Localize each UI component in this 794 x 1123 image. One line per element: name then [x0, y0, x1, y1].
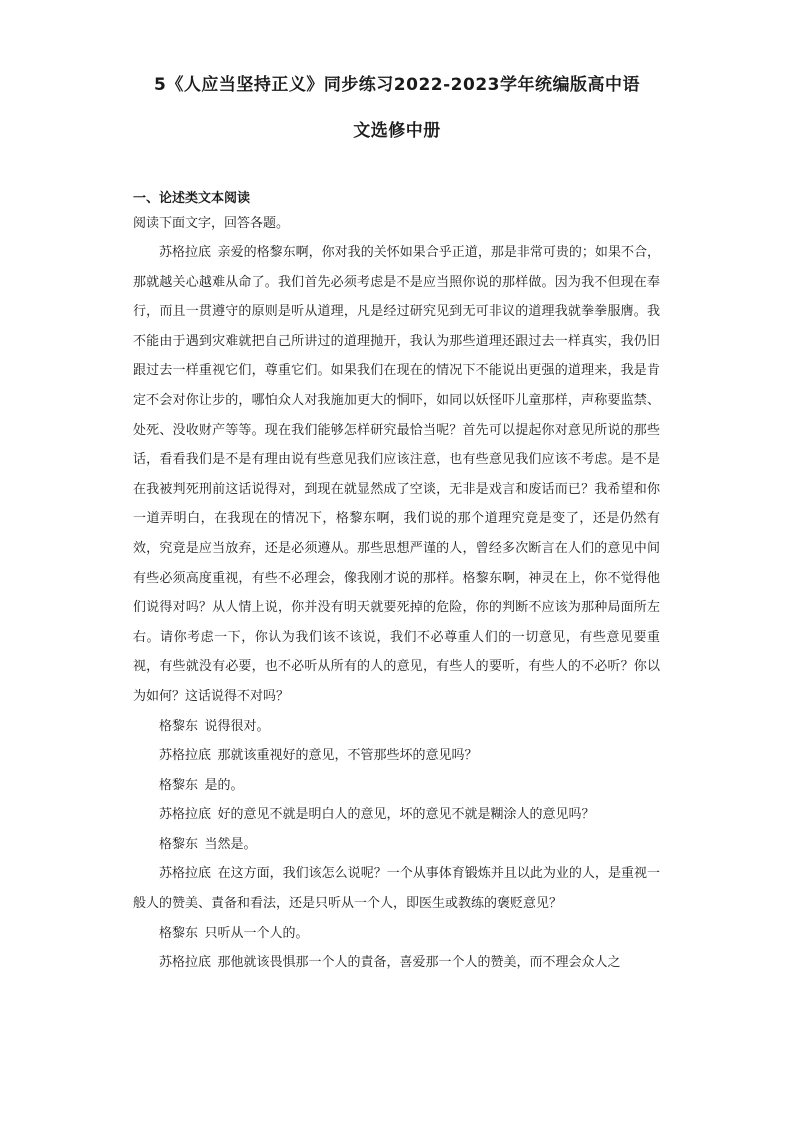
reading-instruction: 阅读下面文字，回答各题。: [133, 216, 290, 231]
section-heading: 一、论述类文本阅读: [133, 191, 251, 206]
speaker-label: 苏格拉底: [159, 955, 212, 971]
dialogue-paragraph: [133, 919, 660, 949]
dialogue-paragraph: [133, 830, 660, 860]
speaker-label: 格黎东: [159, 718, 199, 734]
speaker-label: 苏格拉底: [159, 245, 212, 260]
speaker-label: 格黎东: [159, 925, 199, 941]
paragraph-text: 在这方面，我们该怎么说呢？一个从事体育锻炼并且以此为业的人，是重视一般人的赞美、責备和看法，还是只听从一个人，即医生或教练的褒贬意见？: [133, 866, 660, 912]
document-title-line-1: 5《人应当坚持正义》同步练习2022-2023学年统编版高中语: [153, 75, 640, 95]
speaker-label: 格黎东: [159, 836, 199, 852]
paragraph-text: 好的意见不就是明白人的意见，坏的意见不就是糊涂人的意见吗？: [217, 807, 595, 823]
dialogue-paragraph: [133, 238, 660, 712]
speaker-label: 格黎东: [159, 777, 199, 793]
dialogue-body: [133, 238, 660, 978]
speaker-label: 苏格拉底: [159, 748, 212, 764]
dialogue-paragraph: [133, 712, 660, 742]
dialogue-paragraph: [133, 741, 660, 771]
dialogue-paragraph: [133, 948, 660, 978]
document-title-line-2: 文选修中册: [353, 121, 441, 141]
paragraph-text: 是的。: [204, 777, 244, 793]
paragraph-text: 亲爱的格黎东啊，你对我的关怀如果合乎正道，那是非常可贵的；如果不合，那就越关心越难从命了。我们首先必须考虑是不是应当照你说的那样做。因为我不但现在奉行，而且一贯遵守的原则是听从道理，凡是经过研究见到无可非议的道理我就拳拳服膺。我不能由于遇到灾难就把自己所讲过的道理抛开，我认为那些道理还跟过去一样真实，我仍旧跟过去一样重视它们，尊重它们。如果我们在现在的情况下不能说出更强的道理来，我是肯定不会对你让步的，哪怕众人对我施加更大的恫吓，如同以妖怪吓儿童那样，声称要监禁、处死、没收财产等等。现在我们能够怎样研究最恰当呢？首先可以提起你对意见所说的那些话，看看我们是不是有理由说有些意见我们应该注意，也有些意见我们应该不考虑。是不是在我被判死刑前这话说得对，到现在就显然成了空谈，无非是戏言和废话而已？我希望和你一道弄明白，在我现在的情况下，格黎东啊，我们说的那个道理究竟是变了，还是仍然有效，究竟是应当放弃，还是必须遵从。那些思想严谨的人，曾经多次断言在人们的意见中间有些必须高度重视，有些不必理会，像我刚才说的那样。格黎东啊，神灵在上，你不觉得他们说得对吗？从人情上说，你并没有明天就要死掉的危险，你的判断不应该为那种局面所左右。请你考虑一下，你认为我们该不该说，我们不必尊重人们的一切意见，有些意见要重视，有些就没有必要，也不必听从所有的人的意见，有些人的要听，有些人的不必听？你以为如何？这话说得不对吗？: [133, 245, 660, 704]
dialogue-paragraph: [133, 800, 660, 830]
speaker-label: 苏格拉底: [159, 807, 212, 823]
dialogue-paragraph: [133, 771, 660, 801]
speaker-label: 苏格拉底: [159, 866, 212, 882]
dialogue-paragraph: [133, 859, 660, 918]
paragraph-text: 说得很对。: [204, 718, 270, 734]
paragraph-text: 当然是。: [204, 836, 257, 852]
paragraph-text: 那他就该畏惧那一个人的責备，喜爱那一个人的赞美，而不理会众人之: [217, 955, 621, 971]
paragraph-text: 那就该重视好的意见，不管那些坏的意见吗？: [217, 748, 478, 764]
paragraph-text: 只听从一个人的。: [204, 925, 309, 941]
